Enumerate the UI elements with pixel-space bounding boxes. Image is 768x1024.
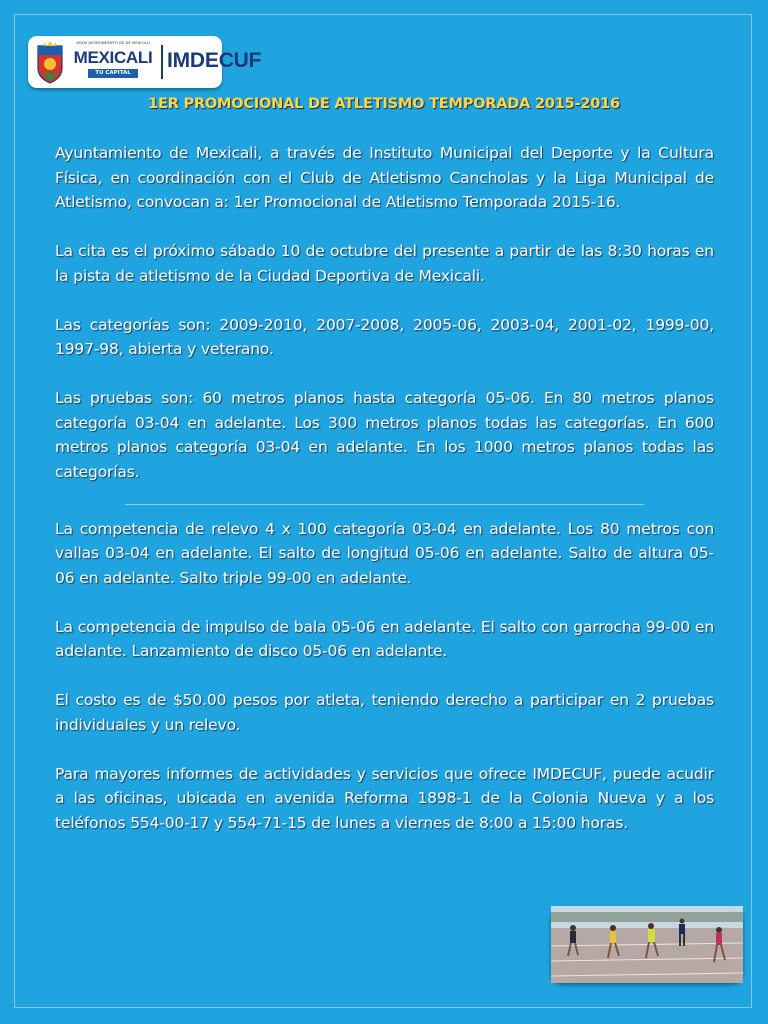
paragraph-relay: La competencia de relevo 4 x 100 categoría 03-04 en adelante. Los 80 metros con vallas 03-04 en adelante. El salto de longitud 05-06 en adelante. Salto de altura 05-06 en adelante. Salto triple 99-00 en adelante. — [55, 519, 714, 587]
city-tagline: TU CAPITAL — [88, 69, 138, 78]
page-title: 1ER PROMOCIONAL DE ATLETISMO TEMPORADA 2015-2016 — [148, 96, 620, 112]
paragraph-events: Las pruebas son: 60 metros planos hasta categoría 05-06. En 80 metros planos categoría 03-04 en adelante. Los 300 metros planos todas las categorías. En 600 metros planos categoría 03-04 en adelante. En los 1000 metros planos todas las categorías. — [55, 389, 714, 481]
org-name: IMDECUF — [167, 49, 262, 72]
city-name: MEXICALI — [73, 48, 153, 67]
paragraph-throws: La competencia de impulso de bala 05-06 en adelante. El salto con garrocha 99-00 en adelante. Lanzamiento de disco 05-06 en adelante. — [55, 617, 714, 660]
paragraph-date: La cita es el próximo sábado 10 de octubre del presente a partir de las 8:30 horas en la pista de atletismo de la Ciudad Deportiva de Mexicali. — [55, 242, 714, 285]
paragraph-contact: Para mayores informes de actividades y servicios que ofrece IMDECUF, puede acudir a las oficinas, ubicada en avenida Reforma 1898-1 de la Colonia Nueva y a los teléfonos 554-00-17 y 554-71-15 de lunes a viernes de 8:00 a 15:00 horas. — [55, 764, 714, 832]
logo-divider — [161, 45, 163, 79]
city-small-text: XXXIII AYUNTAMIENTO DE DE MEXICALI — [76, 41, 150, 45]
mexicali-shield-icon — [35, 40, 65, 84]
divider-line — [125, 504, 644, 505]
athletes-running-photo — [551, 906, 743, 983]
track-photo-illustration — [551, 906, 743, 983]
mexicali-imdecuf-logo — [28, 36, 262, 88]
paragraph-categories: Las categorías son: 2009-2010, 2007-2008, 2005-06, 2003-04, 2001-02, 1999-00, 1997-98, abierta y veterano. — [55, 315, 714, 358]
announcement-body — [55, 141, 714, 860]
paragraph-intro: Ayuntamiento de Mexicali, a través de Instituto Municipal del Deporte y la Cultura Física, en coordinación con el Club de Atletismo Cancholas y la Liga Municipal de Atletismo, convocan a: 1er Promocional de Atletismo Temporada 2015-16. — [55, 144, 714, 211]
paragraph-cost: El costo es de $50.00 pesos por atleta, teniendo derecho a participar en 2 pruebas individuales y un relevo. — [55, 691, 714, 734]
